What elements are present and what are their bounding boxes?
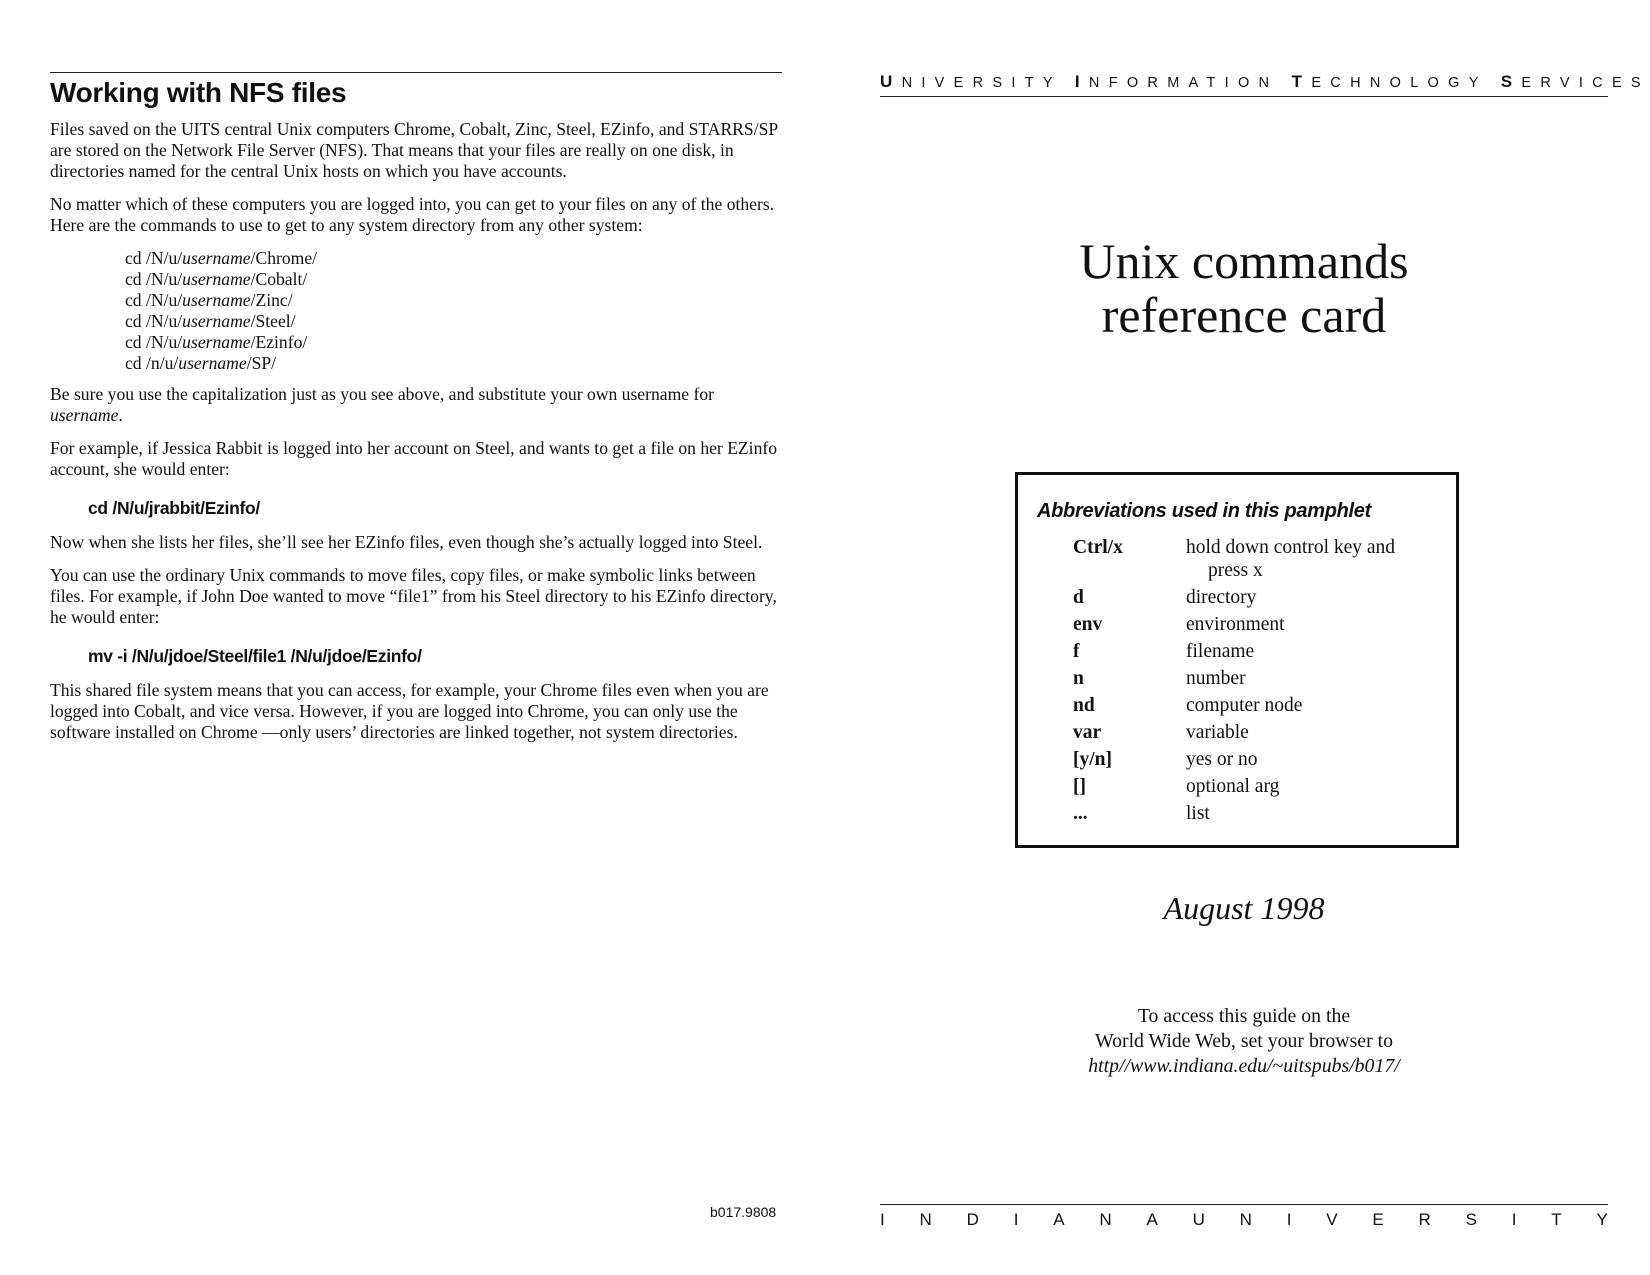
command-line: cd /n/u/username/SP/ xyxy=(125,353,277,373)
abbreviation-row: ... list xyxy=(1073,803,1210,824)
indiana-university-footer: I N D I A N A U N I V E R S I T Y xyxy=(880,1204,1608,1230)
abbreviation-row: f filename xyxy=(1073,641,1255,662)
abbreviation-row: env environment xyxy=(1073,614,1285,635)
paragraph-move-files: You can use the ordinary Unix commands to move files, copy files, or make symbolic links between files. For example, if John Doe wanted to move “file1” from his Steel directory to his EZinfo directory, he would enter: xyxy=(50,565,777,627)
paragraph-capitalization: Be sure you use the capitalization just as you see above, and substitute your own username for username. xyxy=(50,384,714,425)
abbreviation-row: n number xyxy=(1073,668,1246,689)
command-line: cd /N/u/username/Zinc/ xyxy=(125,290,293,310)
web-access-note: To access this guide on the World Wide Web, set your browser to http//www.indiana.edu/~uitspubs/b017/ xyxy=(1088,1005,1400,1077)
abbreviations-heading: Abbreviations used in this pamphlet xyxy=(1037,500,1371,522)
command-list xyxy=(125,248,782,374)
paragraph-list-files: Now when she lists her files, she’ll see her EZinfo files, even though she’s actually logged into Steel. xyxy=(50,532,763,552)
command-line: cd /N/u/username/Cobalt/ xyxy=(125,269,308,289)
example-command: cd /N/u/jrabbit/Ezinfo/ xyxy=(88,498,260,518)
command-line: cd /N/u/username/Ezinfo/ xyxy=(125,332,308,352)
uits-header: UNIVERSITY INFORMATION TECHNOLOGY SERVICES xyxy=(880,72,1608,97)
top-rule xyxy=(50,72,782,73)
abbreviation-row: var variable xyxy=(1073,722,1249,743)
paragraph-example-intro: For example, if Jessica Rabbit is logged into her account on Steel, and wants to get a file on her EZinfo account, she would enter: xyxy=(50,438,778,479)
abbreviation-row: nd computer node xyxy=(1073,695,1303,716)
abbreviation-row: d directory xyxy=(1073,587,1257,608)
cover-title: Unix commands reference card xyxy=(1079,233,1409,343)
paragraph-nfs-intro: Files saved on the UITS central Unix computers Chrome, Cobalt, Zinc, Steel, EZinfo, and STARRS/SP are stored on the Network File Server (NFS). That means that your files are really on one disk, in directories named for the central Unix hosts on which you have accounts. xyxy=(50,119,778,181)
publication-date: August 1998 xyxy=(1163,890,1325,926)
abbreviation-row: [y/n] yes or no xyxy=(1073,749,1258,770)
right-page xyxy=(880,0,1650,1275)
paragraph-shared-fs: This shared file system means that you can access, for example, your Chrome files even when you are logged into Cobalt, and vice versa. However, if you are logged into Chrome, you can only use the software installed on Chrome —only users’ directories are linked together, not system directories. xyxy=(50,680,769,742)
section-title: Working with NFS files xyxy=(50,77,347,108)
abbreviation-row: Ctrl/x hold down control key and press x xyxy=(1073,537,1396,581)
abbreviations-box xyxy=(1015,472,1459,848)
document-code: b017.9808 xyxy=(710,1204,777,1220)
command-line: cd /N/u/username/Chrome/ xyxy=(125,248,318,268)
abbreviation-row: [] optional arg xyxy=(1073,776,1280,797)
guide-url: http//www.indiana.edu/~uitspubs/b017/ xyxy=(1088,1055,1400,1077)
left-page xyxy=(50,72,782,755)
example-command: mv -i /N/u/jdoe/Steel/file1 /N/u/jdoe/Ezinfo/ xyxy=(88,646,422,666)
command-line: cd /N/u/username/Steel/ xyxy=(125,311,296,331)
paragraph-access: No matter which of these computers you are logged into, you can get to your files on any of the others. Here are the commands to use to get to any system directory from any other system: xyxy=(50,194,775,235)
